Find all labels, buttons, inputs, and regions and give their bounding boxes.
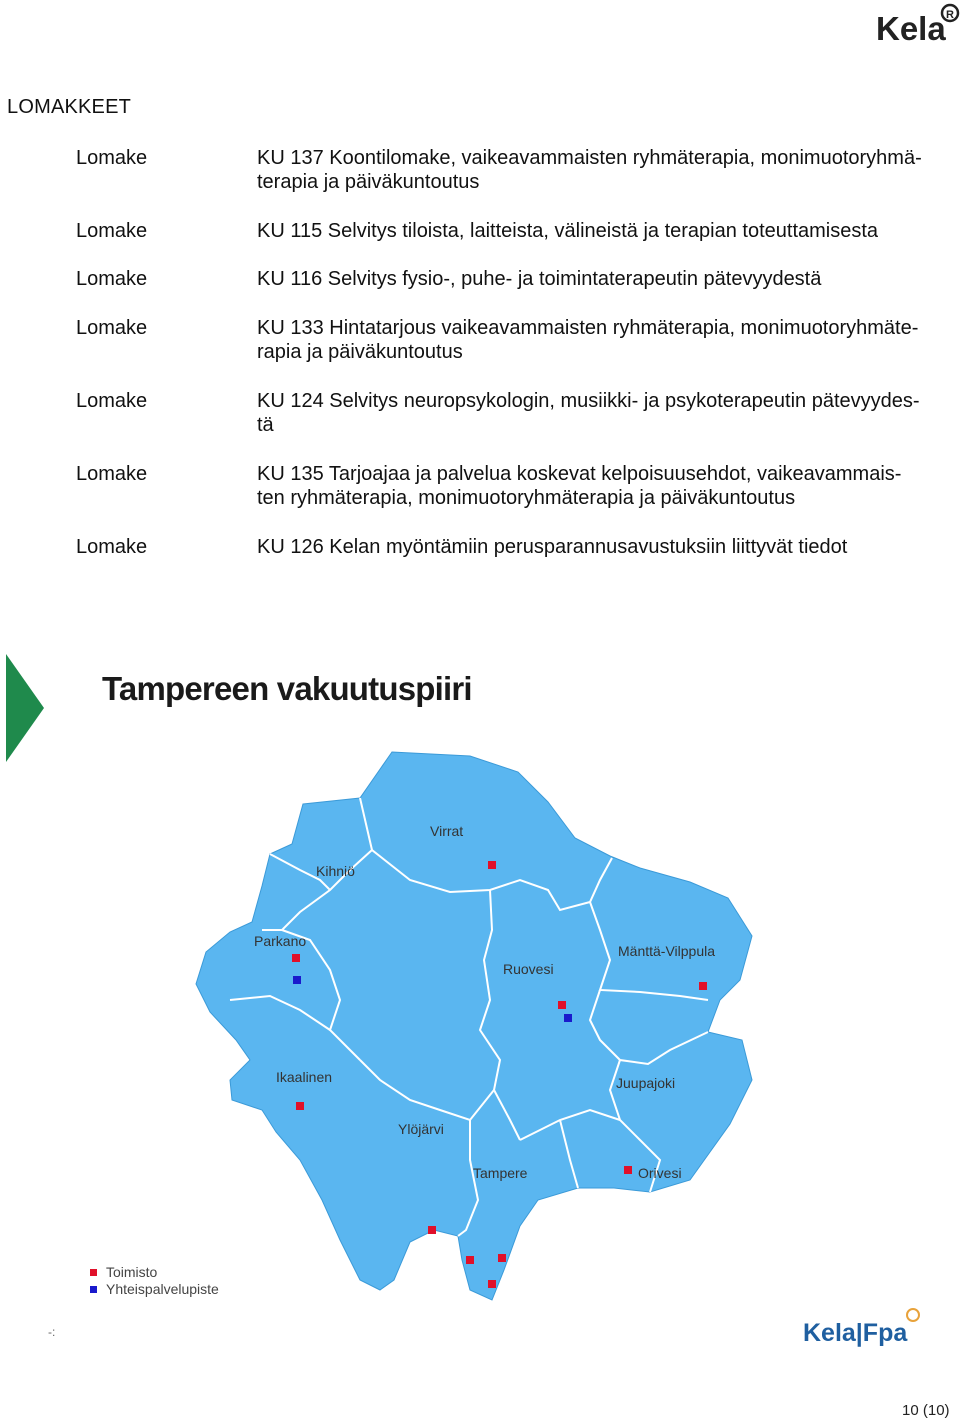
form-description	[257, 267, 957, 291]
form-description	[257, 535, 957, 559]
map-section	[0, 640, 960, 1370]
small-mark: -:	[48, 1325, 56, 1339]
label-juupajoki: Juupajoki	[616, 1075, 676, 1091]
form-type: Lomake	[76, 220, 148, 242]
form-type: Lomake	[76, 317, 148, 339]
form-type: Lomake	[76, 463, 148, 485]
form-description-line: terapia ja päiväkuntoutus	[257, 171, 480, 193]
label-ylojarvi: Ylöjärvi	[398, 1121, 444, 1137]
form-description-line: ten ryhmäterapia, monimuotoryhmäterapia ja päiväkuntoutus	[257, 487, 796, 509]
form-description-line: rapia ja päiväkuntoutus	[257, 341, 463, 363]
label-mantta-vilppula: Mänttä-Vilppula	[618, 943, 716, 959]
label-ikaalinen: Ikaalinen	[276, 1069, 333, 1085]
form-description-line: KU 133 Hintatarjous vaikeavammaisten ryhmäterapia, monimuotoryhmäte-	[257, 317, 919, 339]
form-type: Lomake	[76, 536, 148, 558]
label-orivesi: Orivesi	[638, 1165, 682, 1181]
office-marker	[466, 1256, 474, 1264]
form-description-line: KU 115 Selvitys tiloista, laitteista, välineistä ja terapian toteuttamisesta	[257, 220, 879, 242]
legend-label: Toimisto	[106, 1264, 158, 1280]
form-description-line: tä	[257, 414, 274, 436]
kela-logo-text: Kela	[876, 10, 946, 46]
kela-fpa-logo	[803, 1305, 923, 1349]
form-type: Lomake	[76, 268, 148, 290]
office-square-icon	[90, 1269, 97, 1276]
form-description	[257, 316, 957, 364]
legend-item-office	[86, 1264, 219, 1281]
office-marker	[699, 982, 707, 990]
district-land	[196, 752, 752, 1300]
form-description-line: KU 124 Selvitys neuropsykologin, musiikki- ja psykoterapeutin pätevyydes-	[257, 390, 920, 412]
office-marker	[488, 1280, 496, 1288]
label-tampere: Tampere	[473, 1165, 528, 1181]
map-graphic	[0, 640, 960, 1370]
form-type: Lomake	[76, 147, 148, 169]
map-title: Tampereen vakuutuspiiri	[102, 670, 472, 707]
form-description-line: KU 126 Kelan myöntämiin perusparannusavustuksiin liittyvät tiedot	[257, 536, 848, 558]
service-point-marker	[564, 1014, 572, 1022]
label-parkano: Parkano	[254, 933, 307, 949]
kela-logo	[876, 2, 960, 46]
service-point-square-icon	[90, 1286, 97, 1293]
form-description	[257, 462, 957, 510]
map-legend	[86, 1264, 219, 1298]
form-description	[257, 219, 957, 243]
label-ruovesi: Ruovesi	[503, 961, 554, 977]
office-marker	[296, 1102, 304, 1110]
form-description-line: KU 137 Koontilomake, vaikeavammaisten ryhmäterapia, monimuotoryhmä-	[257, 147, 922, 169]
office-marker	[558, 1001, 566, 1009]
legend-label: Yhteispalvelupiste	[106, 1281, 219, 1297]
form-description-line: KU 116 Selvitys fysio-, puhe- ja toimintaterapeutin pätevyydestä	[257, 268, 822, 290]
label-kihnio: Kihniö	[316, 863, 355, 879]
form-description-line: KU 135 Tarjoajaa ja palvelua koskevat kelpoisuusehdot, vaikeavammais-	[257, 463, 902, 485]
office-marker	[624, 1166, 632, 1174]
office-marker	[488, 861, 496, 869]
label-virrat: Virrat	[430, 823, 464, 839]
green-chevron-icon	[6, 654, 44, 762]
service-point-marker	[293, 976, 301, 984]
office-marker	[292, 954, 300, 962]
form-type: Lomake	[76, 390, 148, 412]
svg-text:R: R	[946, 9, 954, 21]
kela-fpa-logo-text: Kela|Fpa	[803, 1319, 908, 1347]
form-description	[257, 389, 957, 437]
section-title: LOMAKKEET	[7, 96, 132, 118]
legend-item-service-point	[86, 1281, 219, 1298]
office-marker	[428, 1226, 436, 1234]
office-marker	[498, 1254, 506, 1262]
page-number: 10 (10)	[902, 1402, 950, 1419]
form-description	[257, 146, 957, 194]
